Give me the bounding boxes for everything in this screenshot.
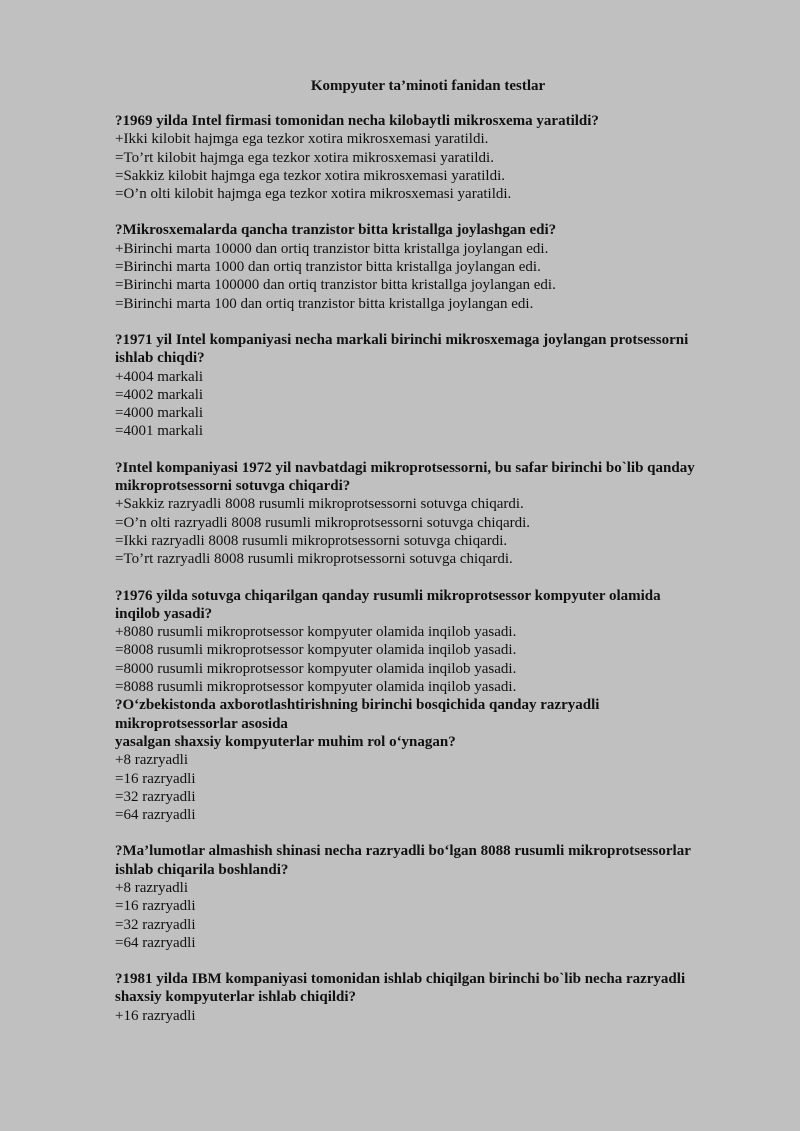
correct-answer: +8 razryadli [115,879,189,896]
answer-option: =To’rt razryadli 8008 rusumli mikroprotsessorni sotuvga chiqardi. [115,551,513,568]
block-spacer [115,441,755,459]
question-text: ?Mikrosxemalarda qancha tranzistor bitta kristallga joylashgan edi? [115,222,557,239]
answer-option: =Ikki razryadli 8008 rusumli mikroprotsessorni sotuvga chiqardi. [115,532,508,549]
question-text: shaxsiy kompyuterlar ishlab chiqildi? [115,989,357,1006]
question-text: mikroprotsessorni sotuvga chiqardi? [115,478,351,495]
answer-option: =64 razryadli [115,807,196,824]
question-block [115,696,755,824]
block-spacer [115,952,755,970]
block-spacer [115,824,755,842]
answer-option: =4001 markali [115,423,204,440]
answer-option: =8008 rusumli mikroprotsessor kompyuter olamida inqilob yasadi. [115,642,517,659]
block-spacer [115,313,755,331]
question-text: ?1969 yilda Intel firmasi tomonidan necha kilobaytli mikrosxema yaratildi? [115,113,599,129]
test-content [115,112,755,1025]
question-block [115,221,755,312]
question-text: ?O‘zbekistonda axborotlashtirishning birinchi bosqichida qanday razryadli [115,697,600,714]
answer-option: =32 razryadli [115,788,196,805]
question-text: ?1981 yilda IBM kompaniyasi tomonidan ishlab chiqilgan birinchi bo`lib necha razryadli [115,971,686,988]
question-text: ?Intel kompaniyasi 1972 yil navbatdagi mikroprotsessorni, bu safar birinchi bo`lib qanday [115,459,695,476]
answer-option: =Sakkiz kilobit hajmga ega tezkor xotira mikrosxemasi yaratildi. [115,167,506,184]
answer-option: =Birinchi marta 100 dan ortiq tranzistor bitta kristallga joylangan edi. [115,295,534,312]
answer-option: =64 razryadli [115,934,196,951]
correct-answer: +8 razryadli [115,752,189,769]
question-text: ishlab chiqdi? [115,350,205,367]
question-block [115,587,755,697]
correct-answer: +Sakkiz razryadli 8008 rusumli mikroprotsessorni sotuvga chiqardi. [115,496,524,513]
correct-answer: +4004 markali [115,368,204,385]
answer-option: =16 razryadli [115,770,196,787]
correct-answer: +Ikki kilobit hajmga ega tezkor xotira mikrosxemasi yaratildi. [115,131,489,148]
question-text: yasalgan shaxsiy kompyuterlar muhim rol o‘ynagan? [115,733,456,750]
question-text: ?1976 yilda sotuvga chiqarilgan qanday rusumli mikroprotsessor kompyuter olamida [115,587,661,604]
correct-answer: +Birinchi marta 10000 dan ortiq tranzistor bitta kristallga joylangan edi. [115,240,549,257]
answer-option: =8088 rusumli mikroprotsessor kompyuter olamida inqilob yasadi. [115,679,517,696]
block-spacer [115,203,755,221]
answer-option: =16 razryadli [115,898,196,915]
block-spacer [115,569,755,587]
correct-answer: +16 razryadli [115,1007,196,1024]
answer-option: =32 razryadli [115,916,196,933]
question-text: ?1971 yil Intel kompaniyasi necha markali birinchi mikrosxemaga joylangan protsessorni [115,331,689,348]
answer-option: =O’n olti kilobit hajmga ega tezkor xotira mikrosxemasi yaratildi. [115,186,512,203]
question-block [115,459,755,569]
page-title: Kompyuter ta’minoti fanidan testlar [310,78,546,94]
question-text: ?Ma’lumotlar almashish shinasi necha razryadli bo‘lgan 8088 rusumli mikroprotsessorlar [115,843,691,860]
answer-option: =Birinchi marta 1000 dan ortiq tranzistor bitta kristallga joylangan edi. [115,259,541,276]
question-text: inqilob yasadi? [115,605,213,622]
question-text: ishlab chiqarila boshlandi? [115,861,289,878]
answer-option: =O’n olti razryadli 8008 rusumli mikroprotsessorni sotuvga chiqardi. [115,514,531,531]
question-block [115,112,755,203]
correct-answer: +8080 rusumli mikroprotsessor kompyuter olamida inqilob yasadi. [115,624,517,641]
answer-option: =4002 markali [115,386,204,403]
question-block [115,842,755,952]
answer-option: =Birinchi marta 100000 dan ortiq tranzistor bitta kristallga joylangan edi. [115,277,556,294]
question-block [115,331,755,441]
answer-option: =To’rt kilobit hajmga ega tezkor xotira mikrosxemasi yaratildi. [115,149,494,166]
question-text: mikroprotsessorlar asosida [115,715,288,732]
question-block [115,970,755,1025]
answer-option: =4000 markali [115,405,204,422]
answer-option: =8000 rusumli mikroprotsessor kompyuter olamida inqilob yasadi. [115,660,517,677]
